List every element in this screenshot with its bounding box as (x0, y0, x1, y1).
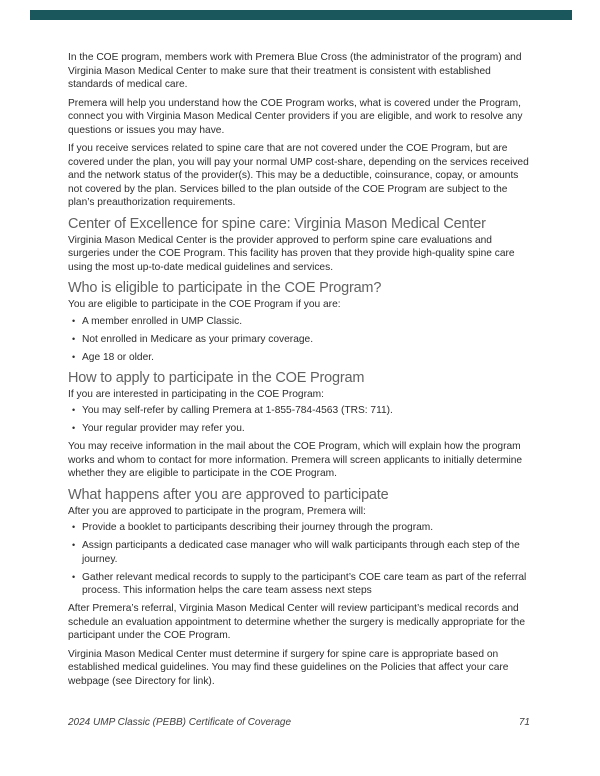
bullet-icon: • (72, 405, 76, 415)
footer-document-title: 2024 UMP Classic (PEBB) Certificate of Coverage (68, 717, 292, 728)
bullet-item-text: You may self-refer by calling Premera at 1-855-784-4563 (TRS: 711). (82, 405, 393, 416)
bullet-item-text: Your regular provider may refer you. (82, 423, 245, 434)
section-heading-coe-spine-care: Center of Excellence for spine care: Virginia Mason Medical Center (68, 215, 486, 232)
section-heading-how-to-apply: How to apply to participate in the COE Program (68, 369, 365, 386)
page-top-bar (30, 10, 572, 20)
section-paragraph: Virginia Mason Medical Center is the provider approved to perform spine care evaluations and surgeries under the COE Program. This facility has proven that they provide high-quality spine care using the most up-to-date medical guidelines and services. (68, 234, 515, 273)
bullet-icon: • (72, 333, 76, 344)
bullet-icon: • (72, 540, 76, 550)
bullet-list-after-approved (68, 521, 532, 598)
section-paragraph: After Premera’s referral, Virginia Mason Medical Center will review participant’s medical records and schedule an evaluation appointment to determine whether the surgery is medically appropriate for the participant under the COE Program. (68, 603, 526, 641)
bullet-item-text: Assign participants a dedicated case manager who will walk participants through each step of the journey. (82, 540, 520, 565)
footer-page-number: 71 (518, 717, 530, 728)
bullet-item-text: A member enrolled in UMP Classic. (82, 315, 243, 327)
bullet-item (68, 539, 532, 566)
bullet-item (68, 521, 532, 535)
section-lead: If you are interested in participating in the COE Program: (68, 388, 324, 400)
section-lead: After you are approved to participate in the program, Premera will: (68, 505, 366, 517)
bullet-icon: • (72, 522, 76, 532)
bullet-item-text: Provide a booklet to participants describing their journey through the program. (82, 522, 434, 533)
bullet-item-text: Gather relevant medical records to supply to the participant’s COE care team as part of the referral process. This information helps the care team assess next steps (82, 571, 527, 596)
bullet-item (68, 333, 532, 347)
section-heading-who-is-eligible: Who is eligible to participate in the COE Program? (68, 280, 382, 296)
section-lead: You are eligible to participate in the COE Program if you are: (68, 299, 341, 310)
section-heading-after-approved: What happens after you are approved to participate (68, 486, 389, 503)
bullet-item (68, 351, 532, 365)
page-footer (68, 717, 530, 729)
bullet-item (68, 422, 532, 436)
bullet-list-eligibility (68, 315, 532, 365)
bullet-icon: • (72, 423, 76, 433)
intro-paragraph: Premera will help you understand how the COE Program works, what is covered under the Program, connect you with Virginia Mason Medical Center providers if you are eligible, and work to resolve any questions or issues you may have. (68, 97, 523, 136)
intro-paragraph: In the COE program, members work with Premera Blue Cross (the administrator of the program) and Virginia Mason Medical Center to make sure that their treatment is consistent with established standards of medical care. (68, 52, 522, 90)
bullet-list-how-to-apply (68, 404, 532, 436)
bullet-item (68, 315, 532, 329)
section-paragraph: You may receive information in the mail about the COE Program, which will explain how the program works and whom to contact for more information. Premera will screen applicants to initially determine whether they are eligible to participate in the COE Program. (68, 441, 523, 479)
page-content (68, 51, 532, 693)
bullet-icon: • (72, 351, 76, 362)
bullet-item (68, 571, 532, 598)
bullet-icon: • (72, 571, 76, 582)
bullet-icon: • (72, 315, 76, 326)
section-paragraph: Virginia Mason Medical Center must determine if surgery for spine care is appropriate based on established medical guidelines. You may find these guidelines on the Policies that affect your care webpage (see Directory for link). (68, 648, 509, 687)
intro-paragraph: If you receive services related to spine care that are not covered under the COE Program, but are covered under the plan, you will pay your normal UMP cost-share, depending on the services received and the network status of the provider(s). This may be a deductible, coinsurance, copay, or amounts not covered by the plan. Services billed to the plan outside of the COE Program are subject to the plan’s preauthorization requirements. (68, 143, 529, 208)
bullet-item-text: Age 18 or older. (82, 351, 154, 363)
bullet-item-text: Not enrolled in Medicare as your primary coverage. (82, 333, 314, 345)
bullet-item (68, 404, 532, 418)
